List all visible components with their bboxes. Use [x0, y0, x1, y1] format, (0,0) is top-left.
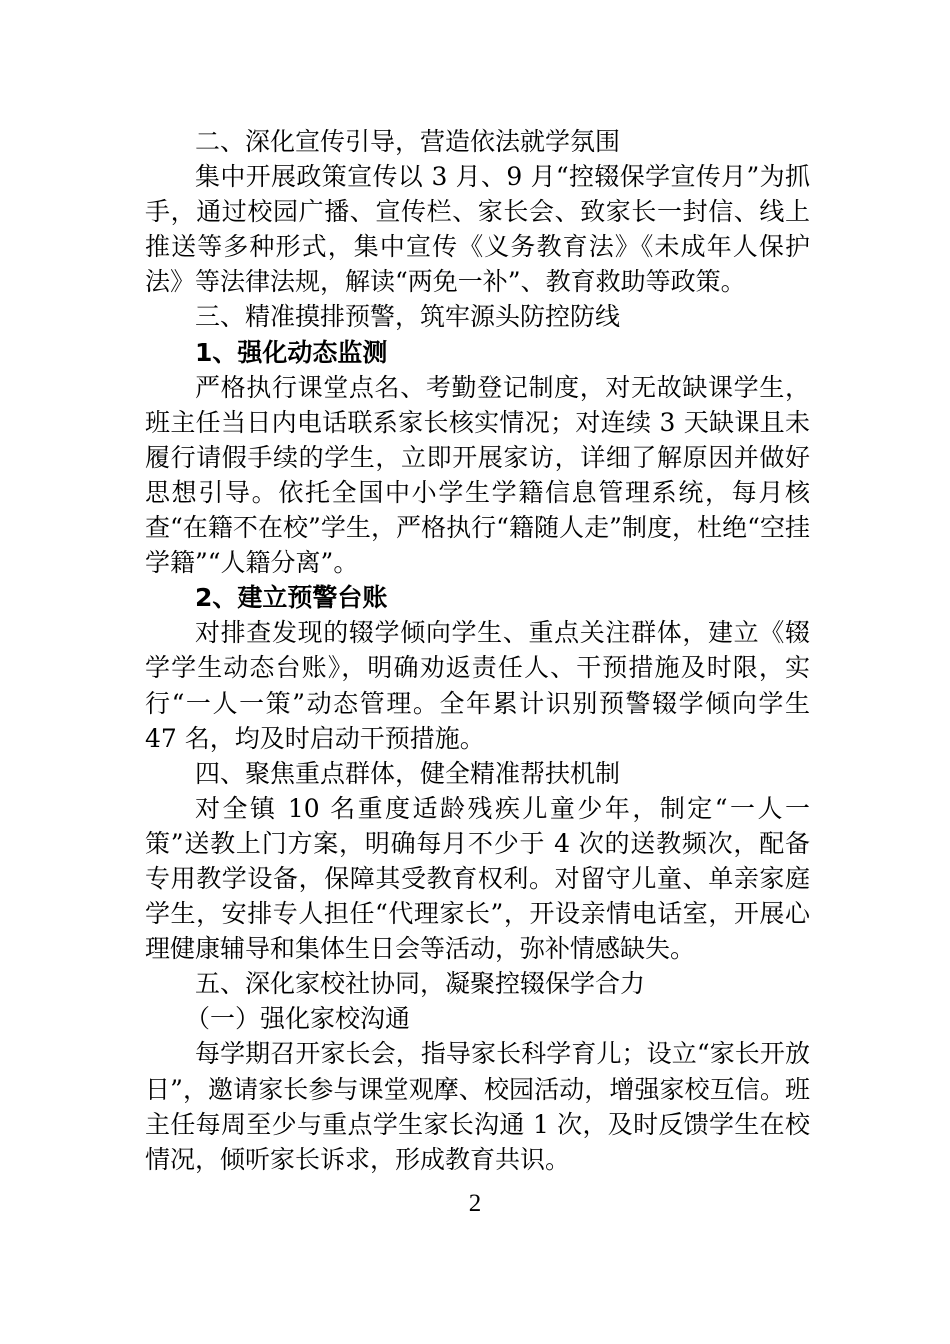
section-heading-5: 五、深化家校社协同，凝聚控辍保学合力	[195, 969, 646, 999]
paragraph-publicity: 集中开展政策宣传以 3 月、9 月“控辍保学宣传月”为抓手，通过校园广播、宣传栏、家长会、致家长一封信、线上推送等多种形式，集中宣传《义务教育法》《未成年人保护法》等法律法规，解读“两免一补”、教育救助等政策。	[145, 162, 810, 297]
section-heading-3: 三、精准摸排预警，筑牢源头防控防线	[195, 302, 621, 332]
paragraph-ledger: 对排查发现的辍学倾向学生、重点关注群体，建立《辍学学生动态台账》，明确劝返责任人、干预措施及时限，实行“一人一策”动态管理。全年累计识别预警辍学倾向学生 47 名，均及时启动干预措施。	[145, 618, 810, 753]
subheading-warning-ledger: 2、建立预警台账	[195, 583, 388, 613]
page-number: 2	[468, 1190, 482, 1217]
paragraph-home-school: 每学期召开家长会，指导家长科学育儿；设立“家长开放日”，邀请家长参与课堂观摩、校园活动，增强家校互信。班主任每周至少与重点学生家长沟通 1 次，及时反馈学生在校情况，倾听家长诉求，形成教育共识。	[145, 1039, 810, 1174]
paragraph-monitoring: 严格执行课堂点名、考勤登记制度，对无故缺课学生，班主任当日内电话联系家长核实情况；对连续 3 天缺课且未履行请假手续的学生，立即开展家访，详细了解原因并做好思想引导。依托全国中小学生学籍信息管理系统，每月核查“在籍不在校”学生，严格执行“籍随人走”制度，杜绝“空挂学籍”“人籍分离”。	[145, 372, 810, 578]
section-heading-2: 二、深化宣传引导，营造依法就学氛围	[195, 127, 621, 156]
subheading-dynamic-monitoring: 1、强化动态监测	[195, 337, 388, 367]
document-body	[145, 124, 810, 1177]
paragraph-key-groups: 对全镇 10 名重度适龄残疾儿童少年，制定“一人一策”送教上门方案，明确每月不少于 4 次的送教频次，配备专用教学设备，保障其受教育权利。对留守儿童、单亲家庭学生，安排专人担任“代理家长”，开设亲情电话室，开展心理健康辅导和集体生日会等活动，弥补情感缺失。	[145, 793, 810, 964]
subheading-home-school: （一）强化家校沟通	[185, 1004, 411, 1034]
section-heading-4: 四、聚焦重点群体，健全精准帮扶机制	[195, 758, 621, 788]
